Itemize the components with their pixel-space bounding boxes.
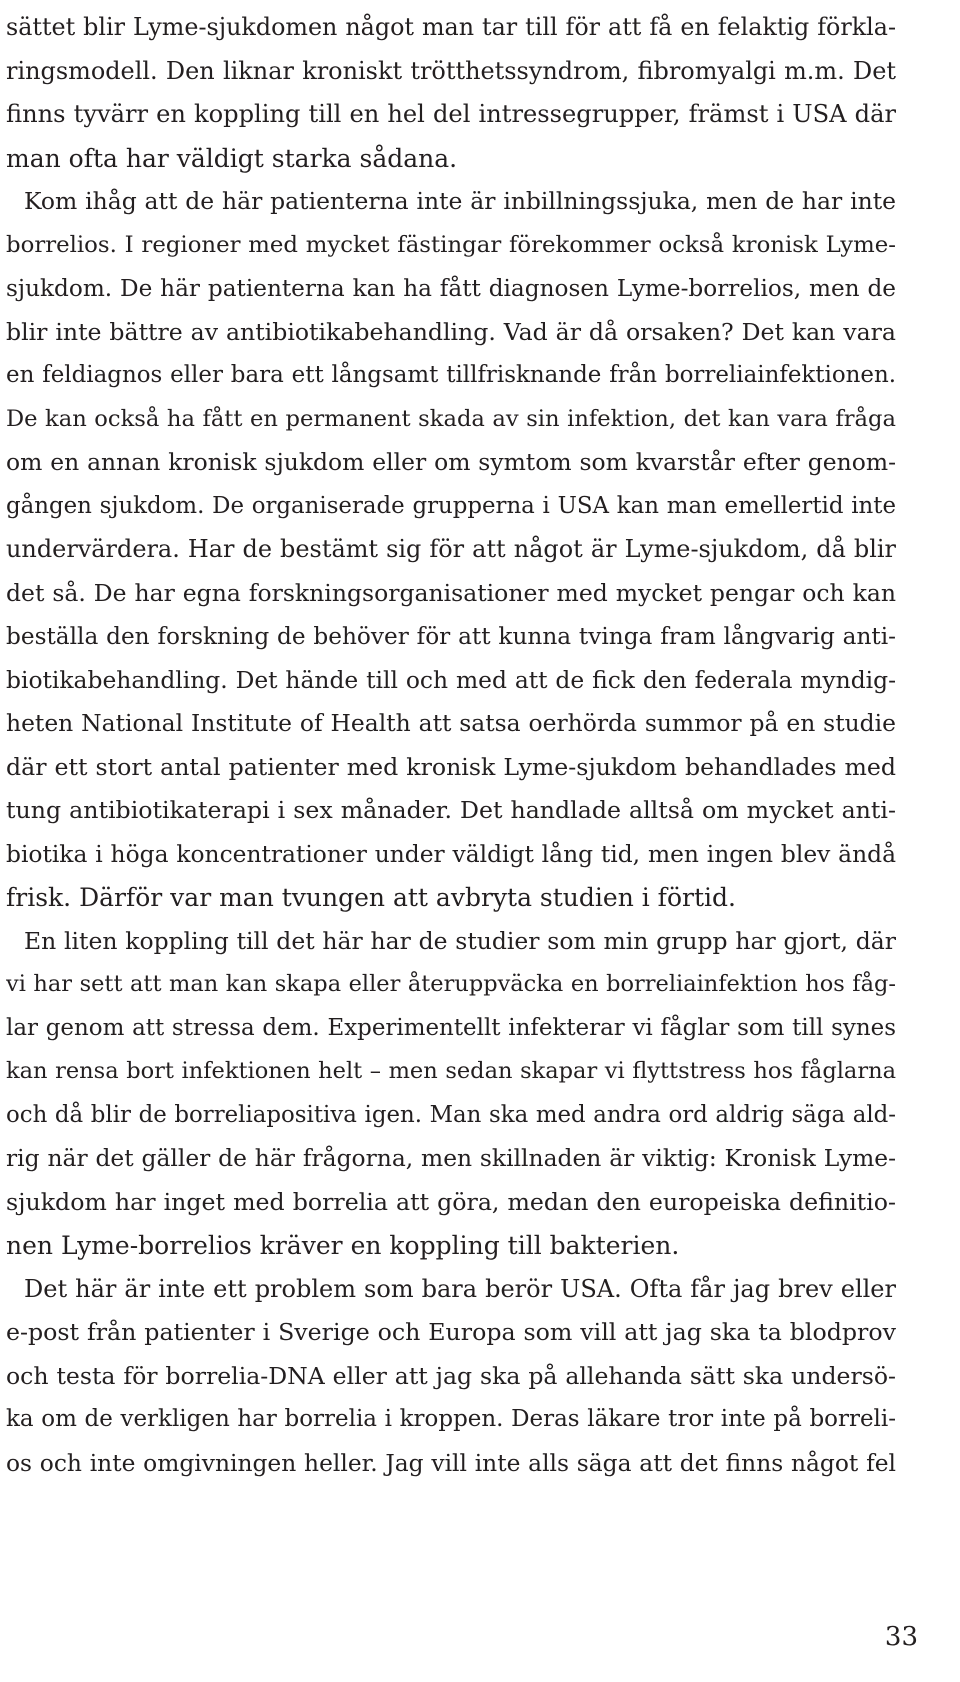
text-line: os och inte omgivningen heller. Jag vill inte alls säga att det finns något fel (6, 1448, 896, 1477)
text-line: frisk. Därför var man tvungen att avbryta studien i förtid. (6, 883, 736, 912)
body-text (6, 6, 896, 1485)
text-line: nen Lyme-borrelios kräver en koppling till bakterien. (6, 1231, 680, 1260)
text-line: heten National Institute of Health att satsa oerhörda summor på en studie (6, 709, 896, 737)
text-line: finns tyvärr en koppling till en hel del intressegrupper, främst i USA där (6, 100, 896, 128)
text-line: tung antibiotikaterapi i sex månader. Det handlade alltså om mycket anti- (6, 796, 896, 824)
text-line: undervärdera. Har de bestämt sig för att något är Lyme-sjukdom, då blir (6, 535, 896, 563)
paragraph (6, 1268, 896, 1486)
text-line: Kom ihåg att de här patienterna inte är inbillningssjuka, men de har inte (24, 187, 896, 215)
text-line: och testa för borrelia-DNA eller att jag ska på allehanda sätt ska undersö- (6, 1361, 896, 1390)
text-line: blir inte bättre av antibiotikabehandling. Vad är då orsaken? Det kan vara (6, 317, 896, 346)
text-line: sjukdom. De här patienterna kan ha fått diagnosen Lyme-borrelios, men de (6, 275, 896, 302)
text-line: biotika i höga koncentrationer under väldigt lång tid, men ingen blev ändå (6, 839, 896, 868)
text-line: lar genom att stressa dem. Experimentellt infekterar vi fåglar som till synes (6, 1014, 896, 1041)
text-line: e-post från patienter i Sverige och Europa som vill att jag ska ta blodprov (6, 1318, 896, 1346)
text-line: det så. De har egna forskningsorganisationer med mycket pengar och kan (6, 578, 896, 607)
text-line: kan rensa bort infektionen helt – men sedan skapar vi flyttstress hos fåglarna (6, 1058, 896, 1084)
paragraph (6, 920, 896, 1268)
paragraph (6, 180, 896, 920)
text-line: ringsmodell. Den liknar kroniskt trötthetssyndrom, fibromyalgi m.m. Det (6, 56, 896, 85)
text-line: biotikabehandling. Det hände till och med att de fick den federala myndig- (6, 665, 896, 694)
page-number: 33 (884, 1622, 918, 1652)
text-line: och då blir de borreliapositiva igen. Man ska med andra ord aldrig säga ald- (6, 1101, 896, 1128)
text-line: ka om de verkligen har borrelia i kroppen. Deras läkare tror inte på borreli- (6, 1406, 896, 1432)
text-line: beställa den forskning de behöver för att kunna tvinga fram långvarig anti- (6, 623, 896, 650)
text-line: där ett stort antal patienter med kronisk Lyme-sjukdom behandlades med (6, 752, 896, 781)
text-line: vi har sett att man kan skapa eller återuppväcka en borreliainfektion hos fåg- (6, 971, 896, 997)
text-line: rig när det gäller de här frågorna, men skillnaden är viktig: Kronisk Lyme- (6, 1144, 896, 1172)
text-line: om en annan kronisk sjukdom eller om symtom som kvarstår efter genom- (6, 448, 896, 476)
paragraph (6, 6, 896, 180)
text-line: En liten koppling till det här har de studier som min grupp har gjort, där (24, 926, 896, 955)
text-line: sjukdom har inget med borrelia att göra, medan den europeiska definitio- (6, 1187, 896, 1216)
text-line: De kan också ha fått en permanent skada av sin infektion, det kan vara fråga (6, 405, 896, 432)
text-line: sättet blir Lyme-sjukdomen något man tar till för att få en felaktig förkla- (6, 13, 896, 41)
text-line: gången sjukdom. De organiserade grupperna i USA kan man emellertid inte (6, 492, 896, 519)
text-line: en feldiagnos eller bara ett långsamt tillfrisknande från borreliainfektionen. (6, 362, 896, 388)
text-line: man ofta har väldigt starka sådana. (6, 143, 458, 173)
text-line: Det här är inte ett problem som bara berör USA. Ofta får jag brev eller (24, 1274, 896, 1303)
text-line: borrelios. I regioner med mycket fästingar förekommer också kronisk Lyme- (6, 231, 896, 258)
